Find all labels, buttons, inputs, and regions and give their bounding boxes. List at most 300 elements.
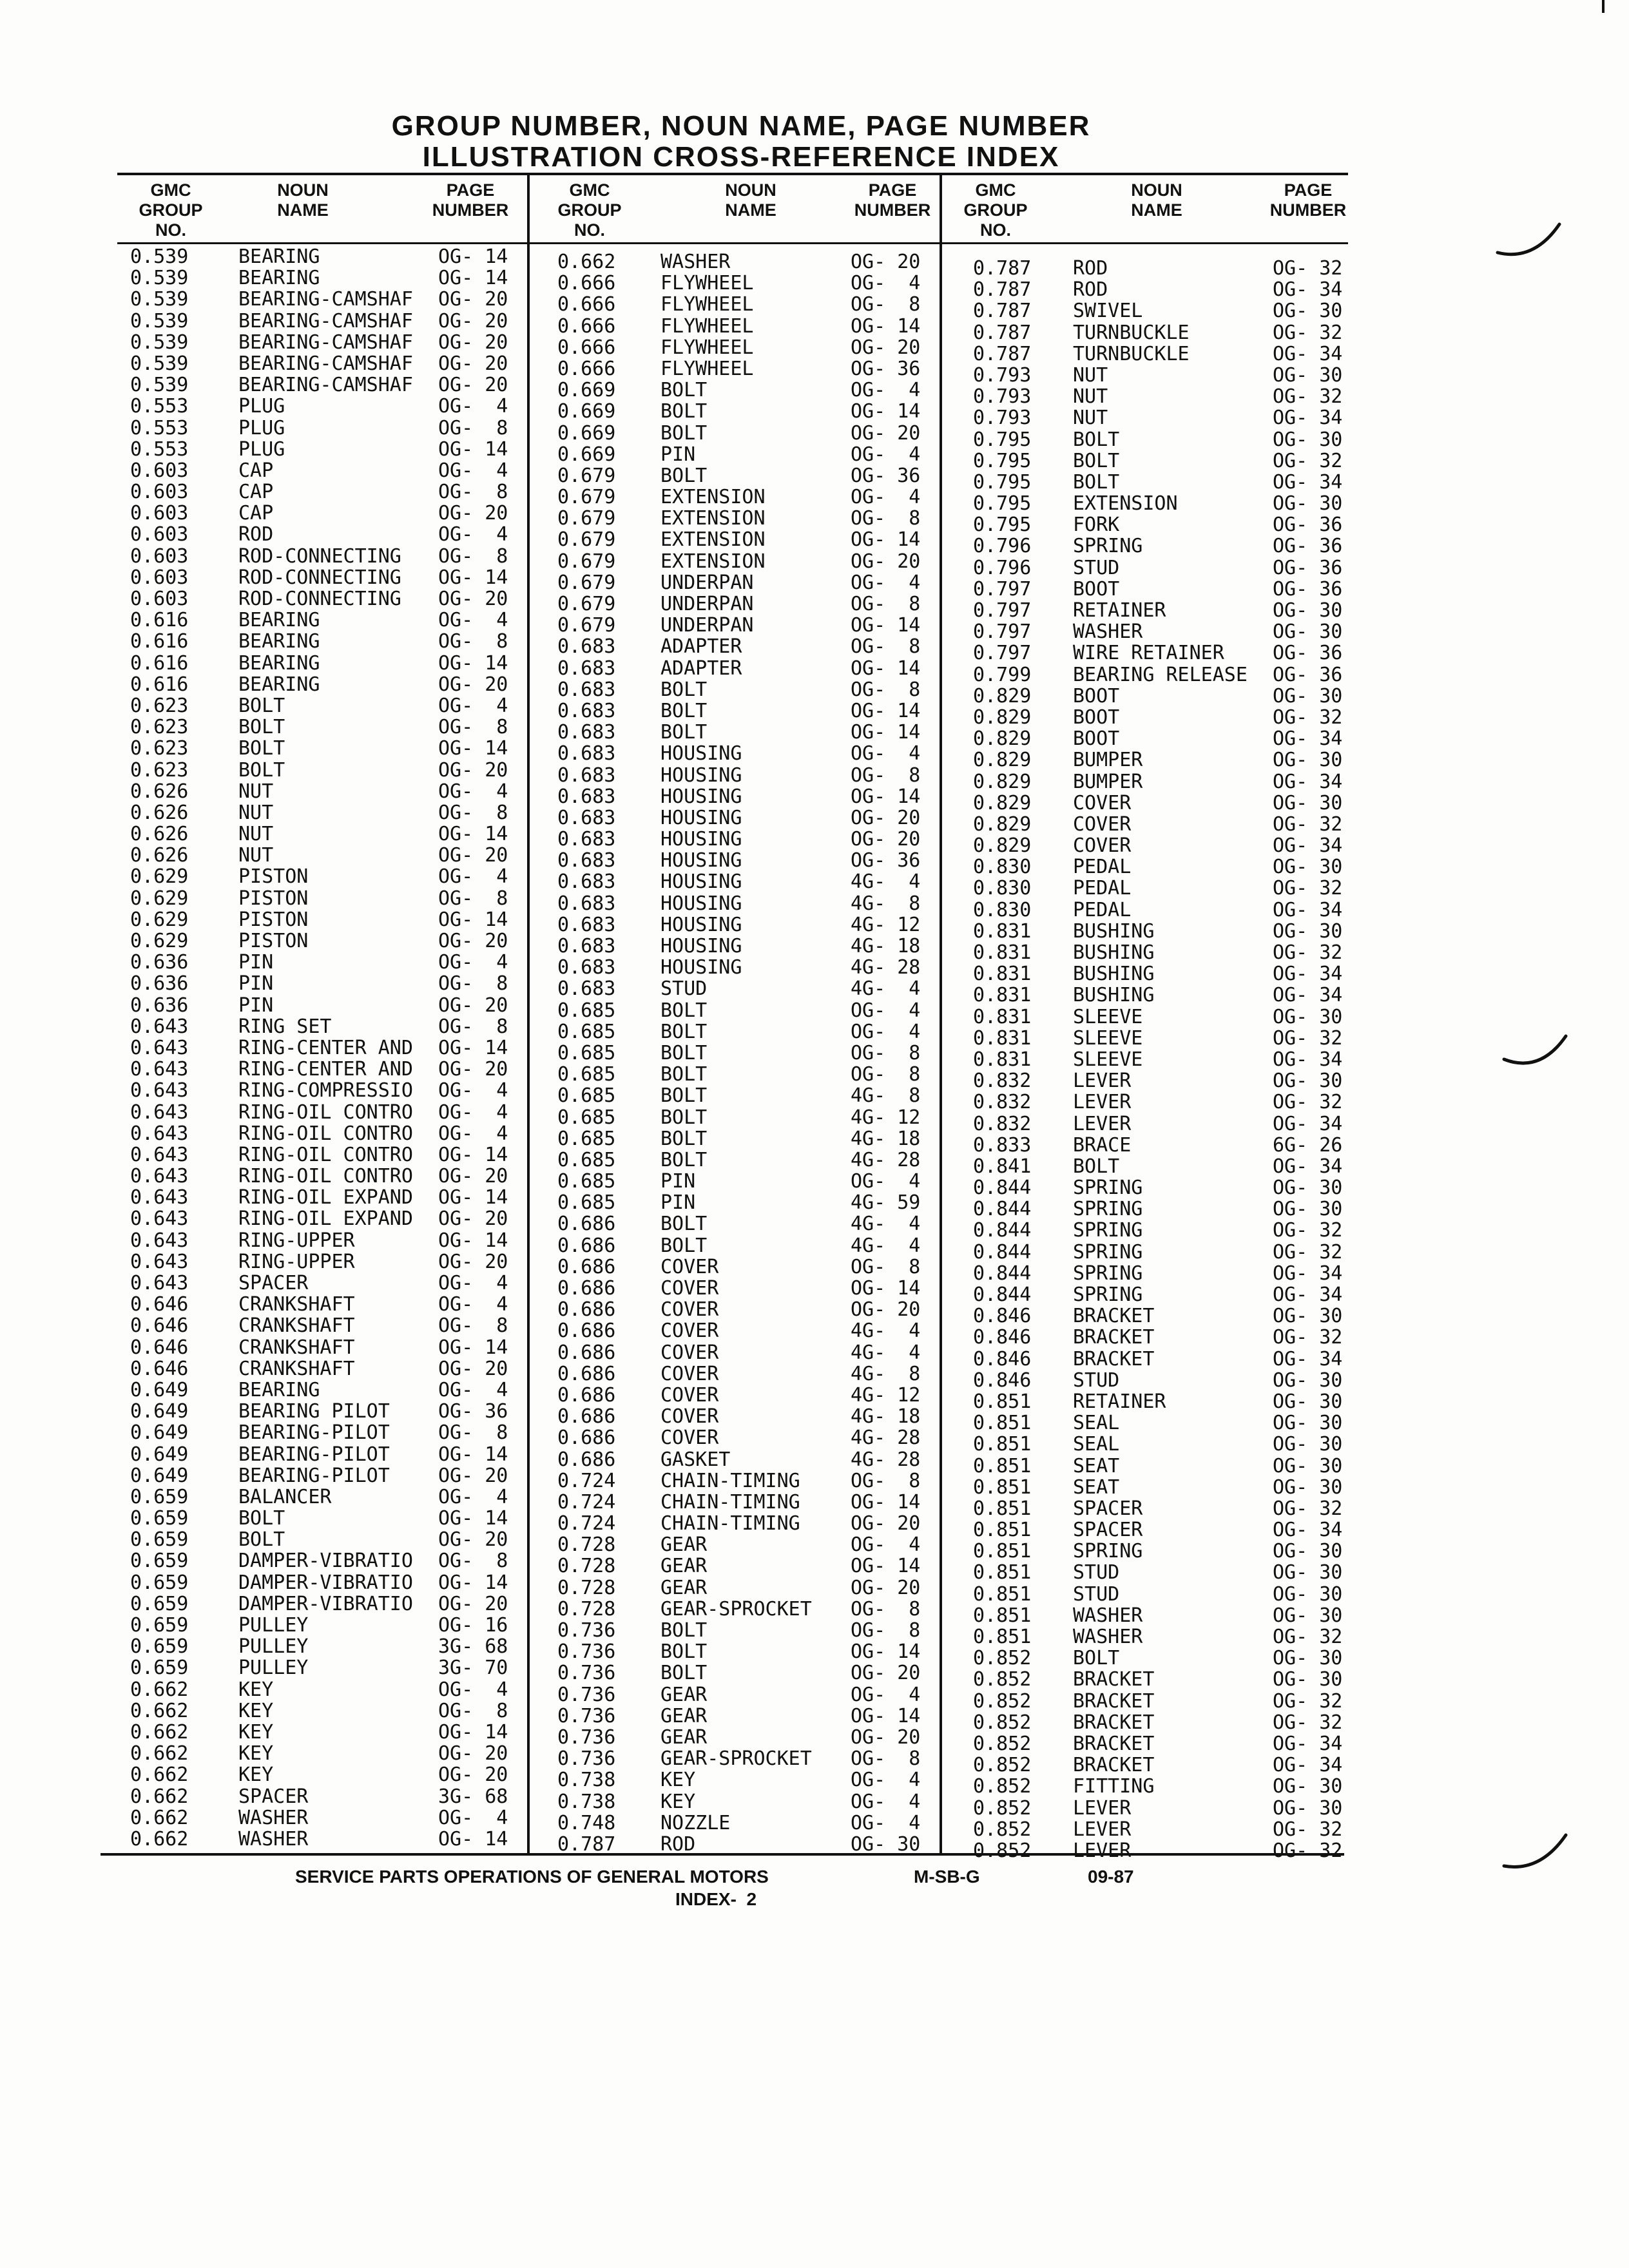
footer-date: 09-87	[1088, 1867, 1134, 1887]
page-number: OG- 20	[851, 336, 921, 359]
page-number: OG- 4	[851, 1533, 921, 1557]
noun-name: EXTENSION	[1073, 492, 1178, 515]
page-number: OG- 8	[851, 593, 921, 615]
noun-name: BUSHING	[1073, 941, 1155, 964]
page-number: OG- 20	[438, 309, 508, 332]
group-number: 0.852	[973, 1647, 1032, 1670]
noun-name: ROD	[1073, 257, 1108, 280]
group-number: 0.852	[973, 1732, 1032, 1755]
group-number: 0.793	[973, 407, 1032, 430]
noun-name: BRACKET	[1073, 1689, 1155, 1713]
noun-name: SPRING	[1073, 1198, 1143, 1221]
group-number: 0.685	[557, 1084, 616, 1108]
group-number: 0.829	[973, 727, 1032, 751]
page-number: OG- 4	[851, 1790, 921, 1813]
group-number: 0.539	[130, 331, 189, 354]
page-number: OG- 32	[1273, 1497, 1343, 1520]
page-number: 4G- 28	[851, 1427, 921, 1450]
noun-name: EXTENSION	[660, 550, 766, 573]
page-number: OG- 30	[1273, 856, 1343, 879]
noun-name: BALANCER	[238, 1485, 332, 1508]
page-number: OG- 8	[851, 764, 921, 787]
page-number: OG- 30	[1273, 1433, 1343, 1456]
group-number: 0.683	[557, 828, 616, 851]
noun-name: BEARING-PILOT	[238, 1464, 390, 1487]
noun-name: RING-OIL CONTRO	[238, 1165, 413, 1188]
page-number: OG- 20	[438, 1742, 508, 1765]
page-number: OG- 4	[438, 1378, 508, 1401]
group-number: 0.728	[557, 1533, 616, 1557]
group-number: 0.643	[130, 1015, 189, 1038]
noun-name: NOZZLE	[660, 1811, 731, 1834]
noun-name: BUSHING	[1073, 919, 1155, 943]
group-number: 0.626	[130, 801, 189, 824]
page-number: OG- 4	[851, 1170, 921, 1193]
group-number: 0.832	[973, 1070, 1032, 1093]
page-number: OG- 32	[1273, 1219, 1343, 1242]
page-number: OG- 8	[851, 1619, 921, 1642]
page-number: OG- 34	[1273, 727, 1343, 751]
group-number: 0.736	[557, 1725, 616, 1749]
noun-name: LEVER	[1073, 1091, 1132, 1114]
group-number: 0.851	[973, 1497, 1032, 1520]
page-number: 4G- 18	[851, 1405, 921, 1428]
noun-name: NUT	[238, 780, 274, 803]
noun-name: PISTON	[238, 930, 309, 952]
noun-name: RING-OIL CONTRO	[238, 1143, 413, 1166]
group-number: 0.832	[973, 1091, 1032, 1114]
page-number: OG- 8	[438, 1421, 508, 1445]
group-number: 0.679	[557, 593, 616, 615]
group-number: 0.629	[130, 887, 189, 910]
page-number: OG- 30	[1273, 1668, 1343, 1691]
page-number: 4G- 4	[851, 1320, 921, 1343]
page-number: OG- 30	[1273, 1561, 1343, 1584]
group-number: 0.829	[973, 684, 1032, 707]
group-number: 0.686	[557, 1362, 616, 1385]
noun-name: STUD	[1073, 1561, 1120, 1584]
noun-name: RING-OIL CONTRO	[238, 1100, 413, 1124]
page-number: OG- 34	[1273, 770, 1343, 793]
group-number: 0.830	[973, 877, 1032, 900]
group-number: 0.686	[557, 1234, 616, 1257]
page-number: OG- 4	[438, 1678, 508, 1701]
page-number: OG- 4	[438, 395, 508, 418]
group-number: 0.831	[973, 919, 1032, 943]
noun-name: HOUSING	[660, 764, 742, 787]
group-number: 0.829	[973, 706, 1032, 729]
noun-name: NUT	[1073, 407, 1108, 430]
noun-name: SPACER	[238, 1785, 309, 1808]
group-number: 0.797	[973, 642, 1032, 665]
noun-name: BRACE	[1073, 1133, 1132, 1157]
noun-name: WASHER	[238, 1806, 309, 1829]
group-number: 0.736	[557, 1640, 616, 1664]
group-number: 0.683	[557, 935, 616, 957]
group-number: 0.643	[130, 1143, 189, 1166]
column-header-group: GMC GROUP NO.	[557, 180, 622, 240]
page-number: OG- 32	[1273, 1091, 1343, 1114]
group-number: 0.683	[557, 785, 616, 808]
group-number: 0.659	[130, 1485, 189, 1508]
index-panel-2	[535, 175, 934, 1856]
noun-name: BUMPER	[1073, 749, 1143, 772]
page-number: OG- 32	[1273, 321, 1343, 344]
page-number: OG- 8	[438, 416, 508, 439]
page-number: OG- 14	[438, 1720, 508, 1744]
group-number: 0.851	[973, 1540, 1032, 1563]
group-number: 0.623	[130, 716, 189, 739]
page-number: 4G- 59	[851, 1191, 921, 1215]
page-number: OG- 14	[438, 1036, 508, 1059]
group-number: 0.851	[973, 1582, 1032, 1606]
group-number: 0.724	[557, 1469, 616, 1492]
group-number: 0.852	[973, 1711, 1032, 1734]
page-number: OG- 14	[438, 267, 508, 290]
group-number: 0.787	[973, 342, 1032, 365]
group-number: 0.787	[973, 278, 1032, 302]
noun-name: FLYWHEEL	[660, 357, 754, 380]
noun-name: BEARING-CAMSHAF	[238, 309, 413, 332]
noun-name: GEAR-SPROCKET	[660, 1597, 812, 1620]
noun-name: BOOT	[1073, 706, 1120, 729]
noun-name: LEVER	[1073, 1839, 1132, 1862]
page-number: OG- 8	[851, 1063, 921, 1086]
group-number: 0.787	[557, 1832, 616, 1856]
noun-name: PIN	[238, 972, 274, 995]
page-number: OG- 34	[1273, 1732, 1343, 1755]
group-number: 0.844	[973, 1283, 1032, 1306]
group-number: 0.736	[557, 1747, 616, 1771]
page-number: OG- 30	[1273, 791, 1343, 814]
group-number: 0.643	[130, 1229, 189, 1252]
page-number: OG- 4	[851, 486, 921, 509]
page-number: OG- 20	[438, 844, 508, 867]
page-number: OG- 8	[438, 630, 508, 653]
page-number: OG- 36	[851, 464, 921, 487]
noun-name: CHAIN-TIMING	[660, 1490, 800, 1514]
group-number: 0.683	[557, 635, 616, 658]
noun-name: COVER	[1073, 834, 1132, 858]
page-number: OG- 8	[851, 1747, 921, 1771]
noun-name: BOLT	[1073, 1647, 1120, 1670]
noun-name: ADAPTER	[660, 657, 742, 680]
page-number: OG- 30	[1273, 1540, 1343, 1563]
column-header-page: PAGE NUMBER	[432, 180, 509, 220]
page-number: OG- 20	[438, 1250, 508, 1273]
group-number: 0.831	[973, 941, 1032, 964]
group-number: 0.686	[557, 1298, 616, 1321]
page-number: OG- 32	[1273, 385, 1343, 408]
page-number: OG- 20	[438, 673, 508, 696]
page-number: OG- 32	[1273, 1240, 1343, 1264]
group-number: 0.662	[130, 1785, 189, 1808]
page-number: OG- 4	[438, 1272, 508, 1294]
noun-name: BOLT	[660, 1106, 708, 1129]
group-number: 0.646	[130, 1336, 189, 1359]
noun-name: ROD-CONNECTING	[238, 588, 401, 610]
page-number: OG- 32	[1273, 1818, 1343, 1841]
page-number: OG- 8	[438, 481, 508, 504]
page-number: OG- 32	[1273, 1026, 1343, 1050]
group-number: 0.623	[130, 694, 189, 717]
group-number: 0.846	[973, 1326, 1032, 1349]
group-number: 0.685	[557, 1020, 616, 1043]
group-number: 0.686	[557, 1255, 616, 1278]
group-number: 0.666	[557, 357, 616, 380]
noun-name: BRACKET	[1073, 1668, 1155, 1691]
page-number: OG- 34	[1273, 1048, 1343, 1071]
page-number: OG- 32	[1273, 1626, 1343, 1648]
group-number: 0.728	[557, 1597, 616, 1620]
page-number: OG- 4	[851, 1769, 921, 1792]
column-header-page: PAGE NUMBER	[854, 180, 931, 220]
group-number: 0.679	[557, 571, 616, 594]
page-number: OG- 8	[851, 1255, 921, 1278]
group-number: 0.666	[557, 314, 616, 338]
binder-mark-icon	[1495, 219, 1566, 264]
page-number: OG- 4	[438, 609, 508, 632]
page-number: OG- 14	[438, 1229, 508, 1252]
noun-name: SPACER	[238, 1272, 309, 1294]
page-number: OG- 32	[1273, 941, 1343, 964]
page-number: 3G- 68	[438, 1785, 508, 1808]
page-number: OG- 14	[851, 1490, 921, 1514]
noun-name: BRACKET	[1073, 1711, 1155, 1734]
page-number: OG- 36	[1273, 577, 1343, 601]
noun-name: BOLT	[238, 716, 285, 739]
page-number: OG- 14	[438, 437, 508, 461]
group-number: 0.829	[973, 834, 1032, 858]
noun-name: KEY	[238, 1720, 274, 1744]
noun-name: PISTON	[238, 887, 309, 910]
group-number: 0.646	[130, 1357, 189, 1380]
group-number: 0.829	[973, 791, 1032, 814]
noun-name: BOLT	[660, 1148, 708, 1171]
group-number: 0.643	[130, 1122, 189, 1145]
group-number: 0.686	[557, 1448, 616, 1471]
noun-name: BOLT	[1073, 449, 1120, 472]
noun-name: HOUSING	[660, 785, 742, 808]
noun-name: BOLT	[1073, 428, 1120, 451]
group-number: 0.649	[130, 1400, 189, 1423]
group-number: 0.799	[973, 663, 1032, 686]
noun-name: HOUSING	[660, 828, 742, 851]
noun-name: RETAINER	[1073, 1390, 1166, 1413]
noun-name: PIN	[660, 443, 696, 466]
noun-name: SPRING	[1073, 1283, 1143, 1306]
noun-name: BEARING	[238, 609, 320, 632]
noun-name: NUT	[1073, 385, 1108, 408]
page-number: OG- 8	[438, 972, 508, 995]
index-panel-3	[947, 175, 1347, 1862]
page-number: OG- 14	[851, 1640, 921, 1664]
corner-edge-rule	[1602, 0, 1605, 13]
group-number: 0.686	[557, 1320, 616, 1343]
group-number: 0.686	[557, 1341, 616, 1364]
page-number: OG- 8	[851, 293, 921, 316]
page-number: OG- 30	[1273, 1177, 1343, 1200]
page-number: OG- 4	[438, 1293, 508, 1316]
noun-name: DAMPER-VIBRATIO	[238, 1592, 413, 1615]
group-number: 0.553	[130, 416, 189, 439]
group-number: 0.649	[130, 1378, 189, 1401]
page-number: OG- 30	[1273, 1647, 1343, 1670]
noun-name: PIN	[238, 951, 274, 974]
group-number: 0.685	[557, 999, 616, 1022]
noun-name: COVER	[660, 1341, 719, 1364]
noun-name: BEARING-CAMSHAF	[238, 331, 413, 354]
noun-name: CRANKSHAFT	[238, 1336, 355, 1359]
noun-name: LEVER	[1073, 1818, 1132, 1841]
noun-name: GEAR	[660, 1576, 708, 1599]
noun-name: BEARING	[238, 1378, 320, 1401]
noun-name: BEARING RELEASE	[1073, 663, 1248, 686]
group-number: 0.852	[973, 1775, 1032, 1798]
page-number: OG- 8	[851, 507, 921, 530]
page-number: OG- 30	[1273, 1390, 1343, 1413]
noun-name: RING-UPPER	[238, 1229, 355, 1252]
group-number: 0.841	[973, 1155, 1032, 1178]
page-number: OG- 4	[438, 523, 508, 546]
noun-name: GEAR	[660, 1704, 708, 1727]
page-number: OG- 30	[1273, 300, 1343, 323]
column-header-noun: NOUN NAME	[725, 180, 776, 220]
page-number: OG- 8	[851, 1469, 921, 1492]
group-number: 0.603	[130, 566, 189, 589]
page-number: OG- 34	[1273, 278, 1343, 302]
group-number: 0.852	[973, 1839, 1032, 1862]
group-number: 0.683	[557, 806, 616, 829]
group-number: 0.797	[973, 599, 1032, 622]
group-number: 0.852	[973, 1818, 1032, 1841]
noun-name: COVER	[1073, 812, 1132, 836]
noun-name: HOUSING	[660, 870, 742, 894]
page-number: OG- 20	[438, 1528, 508, 1552]
page-number: OG- 14	[851, 657, 921, 680]
group-number: 0.659	[130, 1571, 189, 1594]
group-number: 0.679	[557, 528, 616, 552]
noun-name: SEAL	[1073, 1433, 1120, 1456]
title-line-2: ILLUSTRATION CROSS-REFERENCE INDEX	[422, 141, 1060, 173]
page-number: OG- 4	[851, 999, 921, 1022]
group-number: 0.831	[973, 1005, 1032, 1028]
noun-name: LEVER	[1073, 1070, 1132, 1093]
group-number: 0.683	[557, 764, 616, 787]
page-number: OG- 32	[1273, 449, 1343, 472]
noun-name: PEDAL	[1073, 898, 1132, 921]
page-number: OG- 20	[438, 758, 508, 782]
page-number: OG- 4	[851, 443, 921, 466]
group-number: 0.787	[973, 300, 1032, 323]
group-number: 0.662	[130, 1827, 189, 1850]
page-number: 4G- 18	[851, 935, 921, 957]
noun-name: SLEEVE	[1073, 1048, 1143, 1071]
group-number: 0.748	[557, 1811, 616, 1834]
group-number: 0.683	[557, 956, 616, 979]
page-number: OG- 14	[438, 1336, 508, 1359]
group-number: 0.846	[973, 1305, 1032, 1328]
group-number: 0.846	[973, 1369, 1032, 1392]
noun-name: BOLT	[660, 1662, 708, 1685]
noun-name: STUD	[1073, 1369, 1120, 1392]
page-number: 3G- 70	[438, 1657, 508, 1680]
page-number: 4G- 12	[851, 913, 921, 936]
noun-name: NUT	[238, 801, 274, 824]
noun-name: LEVER	[1073, 1112, 1132, 1135]
group-number: 0.643	[130, 1058, 189, 1081]
footer-code: M-SB-G	[914, 1867, 980, 1887]
group-number: 0.833	[973, 1133, 1032, 1157]
group-number: 0.844	[973, 1240, 1032, 1264]
page-number: OG- 14	[851, 314, 921, 338]
page-number: OG- 20	[438, 1592, 508, 1615]
group-number: 0.844	[973, 1177, 1032, 1200]
noun-name: ROD	[660, 1832, 696, 1856]
page-number: 4G- 4	[851, 870, 921, 894]
group-number: 0.679	[557, 550, 616, 573]
page-number: OG- 34	[1273, 1754, 1343, 1777]
group-number: 0.659	[130, 1635, 189, 1658]
group-number: 0.659	[130, 1550, 189, 1573]
page-number: OG- 30	[1273, 919, 1343, 943]
group-number: 0.679	[557, 486, 616, 509]
noun-name: COVER	[660, 1362, 719, 1385]
noun-name: BRACKET	[1073, 1732, 1155, 1755]
group-number: 0.738	[557, 1790, 616, 1813]
noun-name: HOUSING	[660, 935, 742, 957]
noun-name: CRANKSHAFT	[238, 1293, 355, 1316]
page-number: OG- 4	[438, 459, 508, 482]
page-number: OG- 8	[438, 1699, 508, 1722]
noun-name: FLYWHEEL	[660, 336, 754, 359]
noun-name: GEAR	[660, 1725, 708, 1749]
noun-name: COVER	[1073, 791, 1132, 814]
group-number: 0.686	[557, 1383, 616, 1407]
page-number: OG- 14	[438, 1443, 508, 1466]
page-number: OG- 30	[1273, 1796, 1343, 1820]
page-number: OG- 14	[438, 651, 508, 675]
group-number: 0.539	[130, 267, 189, 290]
page-number: OG- 30	[851, 1832, 921, 1856]
group-number: 0.679	[557, 464, 616, 487]
page-number: OG- 14	[438, 908, 508, 931]
noun-name: BOLT	[660, 400, 708, 423]
page-number: 4G- 4	[851, 1213, 921, 1236]
page-number: OG- 8	[438, 801, 508, 824]
page-number: OG- 34	[1273, 984, 1343, 1007]
page-number: OG- 20	[851, 550, 921, 573]
page-number: OG- 4	[851, 272, 921, 295]
group-number: 0.736	[557, 1662, 616, 1685]
group-number: 0.683	[557, 721, 616, 744]
noun-name: WIRE RETAINER	[1073, 642, 1224, 665]
noun-name: SLEEVE	[1073, 1026, 1143, 1050]
noun-name: FLYWHEEL	[660, 272, 754, 295]
page-number: OG- 14	[438, 1827, 508, 1850]
group-number: 0.539	[130, 374, 189, 397]
table-bottom-rule	[101, 1853, 1344, 1856]
page-number: OG- 4	[438, 1100, 508, 1124]
page-number: OG- 4	[438, 951, 508, 974]
page-number: OG- 4	[438, 1122, 508, 1145]
noun-name: PIN	[660, 1191, 696, 1215]
page-number: 4G- 8	[851, 892, 921, 915]
page-number: OG- 34	[1273, 342, 1343, 365]
group-number: 0.643	[130, 1186, 189, 1209]
noun-name: SPRING	[1073, 1177, 1143, 1200]
group-number: 0.686	[557, 1427, 616, 1450]
